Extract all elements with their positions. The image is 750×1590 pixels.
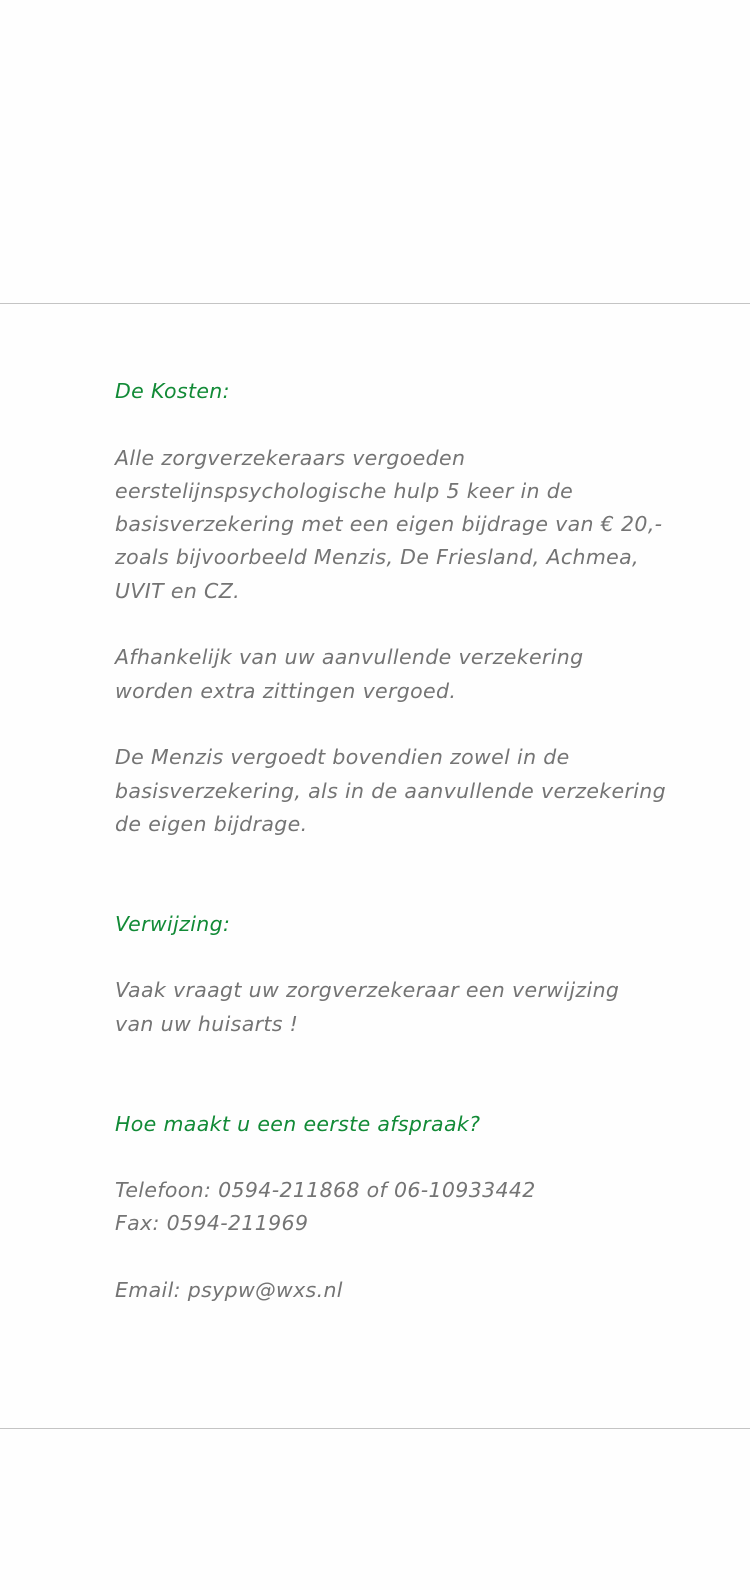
fax-text: Fax: 0594-211969	[115, 1211, 309, 1236]
text-line: Afhankelijk van uw aanvullende verzekering	[115, 645, 584, 670]
email-text: Email: psypw@wxs.nl	[115, 1278, 343, 1303]
contact-block	[115, 1174, 675, 1241]
kosten-paragraph-2	[115, 641, 675, 708]
top-divider	[0, 303, 750, 304]
text-line: basisverzekering met een eigen bijdrage van € 20,-	[115, 512, 663, 537]
text-line: worden extra zittingen vergoed.	[115, 678, 457, 703]
kosten-paragraph-1	[115, 442, 675, 608]
phone-text: Telefoon: 0594-211868 of 06-10933442	[115, 1178, 536, 1203]
text-line: De Menzis vergoedt bovendien zowel in de	[115, 745, 570, 770]
verwijzing-heading: Verwijzing:	[115, 911, 231, 936]
text-line: de eigen bijdrage.	[115, 811, 308, 836]
text-line: van uw huisarts !	[115, 1011, 299, 1036]
kosten-paragraph-3	[115, 741, 675, 841]
bottom-divider	[0, 1428, 750, 1429]
text-line: zoals bijvoorbeeld Menzis, De Friesland, Achmea,	[115, 545, 639, 570]
main-content	[115, 375, 675, 1307]
text-line: UVIT en CZ.	[115, 578, 240, 603]
email-block	[115, 1274, 675, 1307]
text-line: basisverzekering, als in de aanvullende verzekering	[115, 778, 667, 803]
verwijzing-paragraph	[115, 974, 675, 1041]
text-line: eerstelijnspsychologische hulp 5 keer in de	[115, 478, 574, 503]
afspraak-heading: Hoe maakt u een eerste afspraak?	[115, 1111, 481, 1136]
text-line: Vaak vraagt uw zorgverzekeraar een verwijzing	[115, 978, 620, 1003]
text-line: Alle zorgverzekeraars vergoeden	[115, 445, 466, 470]
kosten-heading: De Kosten:	[115, 379, 230, 403]
